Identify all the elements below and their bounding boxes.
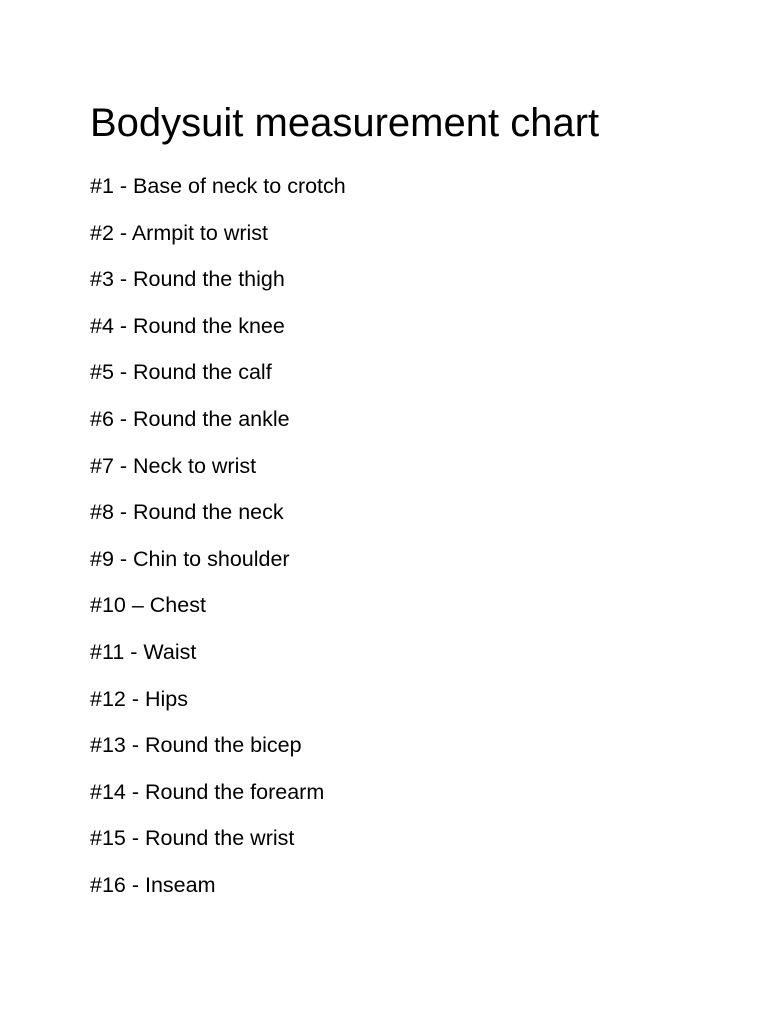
list-item: #9 - Chin to shoulder: [90, 546, 290, 571]
page-title: Bodysuit measurement chart: [90, 101, 600, 145]
list-item: #12 - Hips: [90, 686, 188, 711]
list-item: #6 - Round the ankle: [90, 406, 290, 431]
list-item: #13 - Round the bicep: [90, 733, 302, 758]
list-item: #3 - Round the thigh: [90, 267, 285, 292]
list-item: #15 - Round the wrist: [90, 826, 295, 851]
list-item: #14 - Round the forearm: [90, 779, 325, 804]
measurement-list: [90, 169, 346, 915]
list-item: #7 - Neck to wrist: [90, 453, 257, 478]
list-item: #5 - Round the calf: [90, 360, 272, 385]
list-item: #10 – Chest: [90, 593, 206, 618]
list-item: #2 - Armpit to wrist: [90, 220, 269, 245]
list-item: #16 - Inseam: [90, 872, 216, 897]
list-item: #4 - Round the knee: [90, 313, 285, 338]
list-item: #8 - Round the neck: [90, 500, 284, 525]
list-item: #11 - Waist: [90, 639, 197, 664]
list-item: #1 - Base of neck to crotch: [90, 174, 346, 198]
